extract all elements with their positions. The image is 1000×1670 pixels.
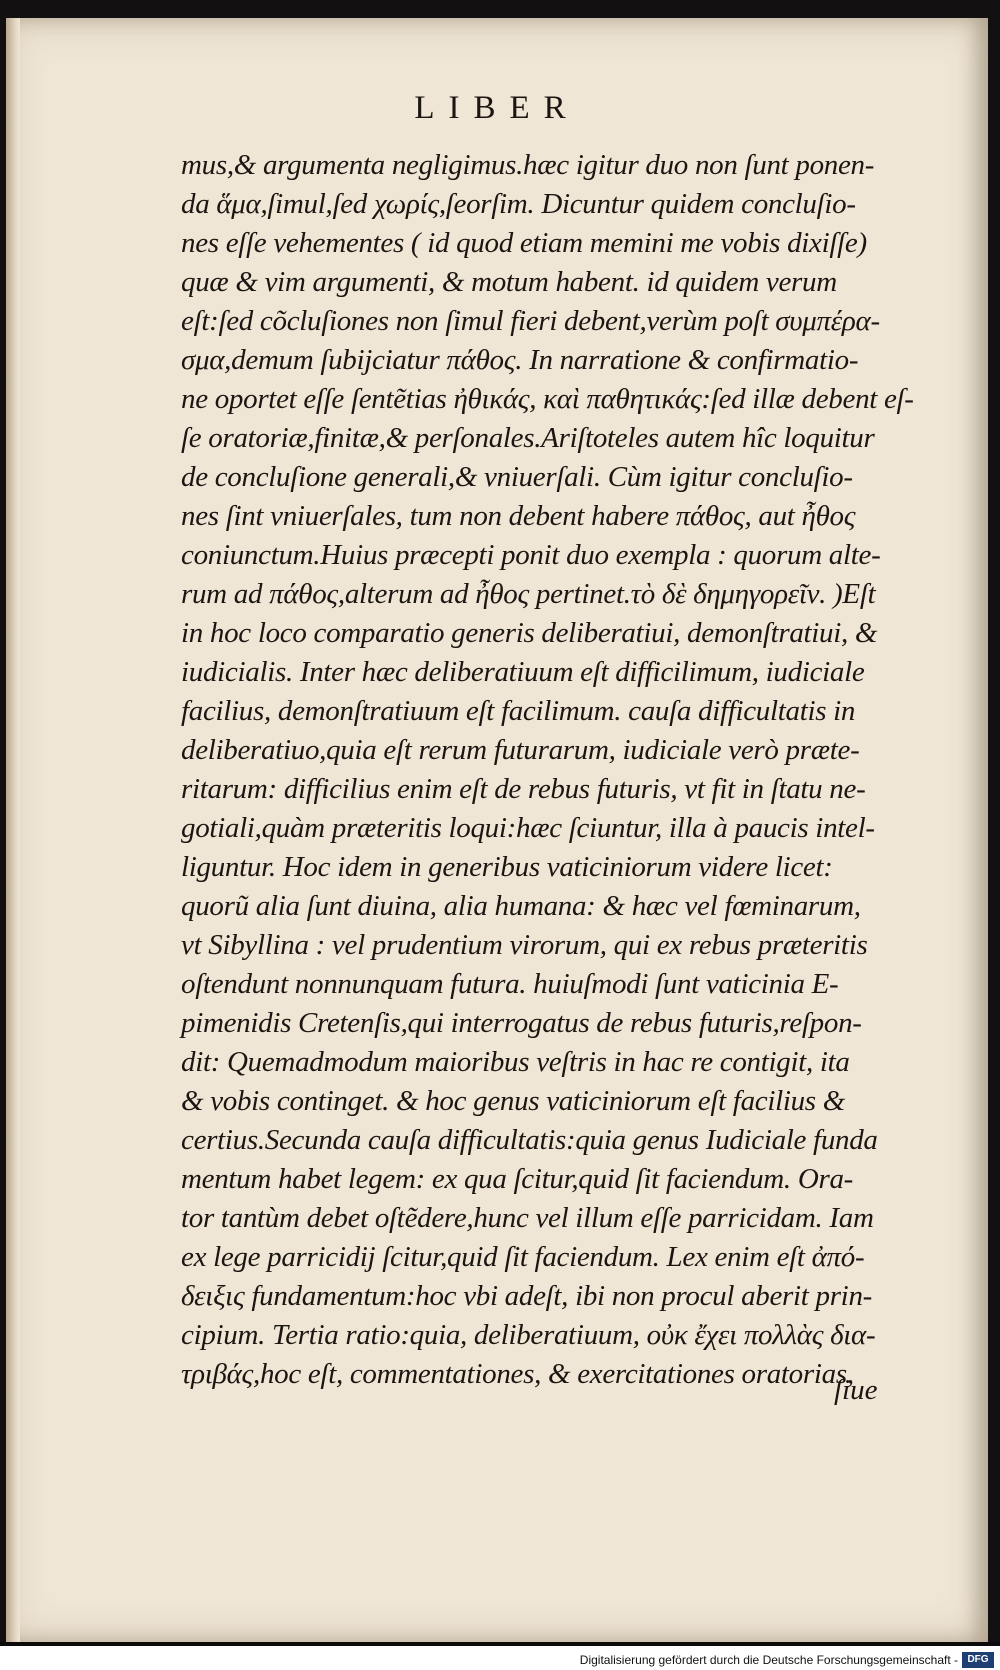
- text-line: pimenidis Cretenſis,qui interrogatus de rebus futuris,reſpon-: [181, 1007, 862, 1039]
- text-line: nes eſſe vehementes ( id quod etiam memini me vobis dixiſſe): [181, 227, 867, 259]
- digitization-credit: Digitalisierung gefördert durch die Deutsche Forschungsgemeinschaft -: [579, 1653, 958, 1667]
- text-line: & vobis continget. & hoc genus vaticiniorum eſt facilius &: [181, 1085, 846, 1117]
- text-line: de concluſione generali,& vniuerſali. Cùm igitur concluſio-: [181, 461, 853, 493]
- text-line: da ἅμα,ſimul,ſed χωρίς,ſeorſim. Dicuntur quidem concluſio-: [181, 188, 856, 220]
- page-gutter-edge: [6, 18, 20, 1642]
- text-line: τριβάς,hoc eſt, commentationes, & exercitationes oratorias,: [181, 1358, 854, 1390]
- text-line: nes ſint vniuerſales, tum non debent habere πάθος, aut ἦθος: [181, 500, 856, 532]
- text-line: mus,& argumenta negligimus.hæc igitur duo non ſunt ponen-: [181, 149, 875, 181]
- book-page: [6, 18, 988, 1642]
- text-line: ex lege parricidij ſcitur,quid ſit faciendum. Lex enim eſt ἀπό-: [181, 1241, 865, 1273]
- text-line: ſe oratoriæ,finitæ,& perſonales.Ariſtoteles autem hîc loquitur: [181, 422, 875, 454]
- body-text: [181, 146, 941, 1394]
- text-line: quæ & vim argumenti, & motum habent. id quidem verum: [181, 266, 837, 298]
- running-title: LIBER: [414, 90, 580, 126]
- text-line: σμα,demum ſubijciatur πάθος. In narratione & confirmatio-: [181, 344, 859, 376]
- text-line: ne oportet eſſe ſentẽtias ἠθικάς, καὶ παθητικάς:ſed illæ debent eſ-: [181, 383, 914, 415]
- text-line: δειξις fundamentum:hoc vbi adeſt, ibi non procul aberit prin-: [181, 1280, 872, 1312]
- dfg-logo-icon: DFG: [962, 1652, 994, 1668]
- text-line: gotiali,quàm præteritis loqui:hæc ſciuntur, illa à paucis intel-: [181, 812, 875, 844]
- text-line: eſt:ſed cõcluſiones non ſimul fieri debent,verùm poſt συμπέρα-: [181, 305, 880, 337]
- text-line: certius.Secunda cauſa difficultatis:quia genus Iudiciale funda: [181, 1124, 878, 1156]
- text-line: in hoc loco comparatio generis deliberatiui, demonſtratiui, &: [181, 617, 878, 649]
- text-line: quorũ alia ſunt diuina, alia humana: & hæc vel fœminarum,: [181, 890, 861, 922]
- footer-band: [0, 1642, 1000, 1670]
- text-line: coniunctum.Huius præcepti ponit duo exempla : quorum alte-: [181, 539, 881, 571]
- text-line: facilius, demonſtratiuum eſt facilimum. cauſa difficultatis in: [181, 695, 856, 727]
- text-line: oſtendunt nonnunquam futura. huiuſmodi ſunt vaticinia E-: [181, 968, 839, 1000]
- text-line: dit: Quemadmodum maioribus veſtris in hac re contigit, ita: [181, 1046, 850, 1078]
- text-line: deliberatiuo,quia eſt rerum futurarum, iudiciale verò præte-: [181, 734, 860, 766]
- text-line: iudicialis. Inter hæc deliberatiuum eſt difficilimum, iudiciale: [181, 656, 865, 688]
- text-line: mentum habet legem: ex qua ſcitur,quid ſit faciendum. Ora-: [181, 1163, 854, 1195]
- text-line: tor tantùm debet oſtẽdere,hunc vel illum eſſe parricidam. Iam: [181, 1202, 874, 1234]
- text-line: vt Sibyllina : vel prudentium virorum, qui ex rebus præteritis: [181, 929, 868, 961]
- text-line: liguntur. Hoc idem in generibus vaticiniorum videre licet:: [181, 851, 833, 883]
- text-line: ritarum: difficilius enim eſt de rebus futuris, vt fit in ſtatu ne-: [181, 773, 866, 805]
- text-line: rum ad πάθος,alterum ad ἦθος pertinet.τὸ δὲ δημηγορεῖν. )Eſt: [181, 578, 876, 610]
- catchword: ſiue: [834, 1374, 878, 1406]
- text-line: cipium. Tertia ratio:quia, deliberatiuum, οὐκ ἔχει πολλὰς δια-: [181, 1319, 876, 1351]
